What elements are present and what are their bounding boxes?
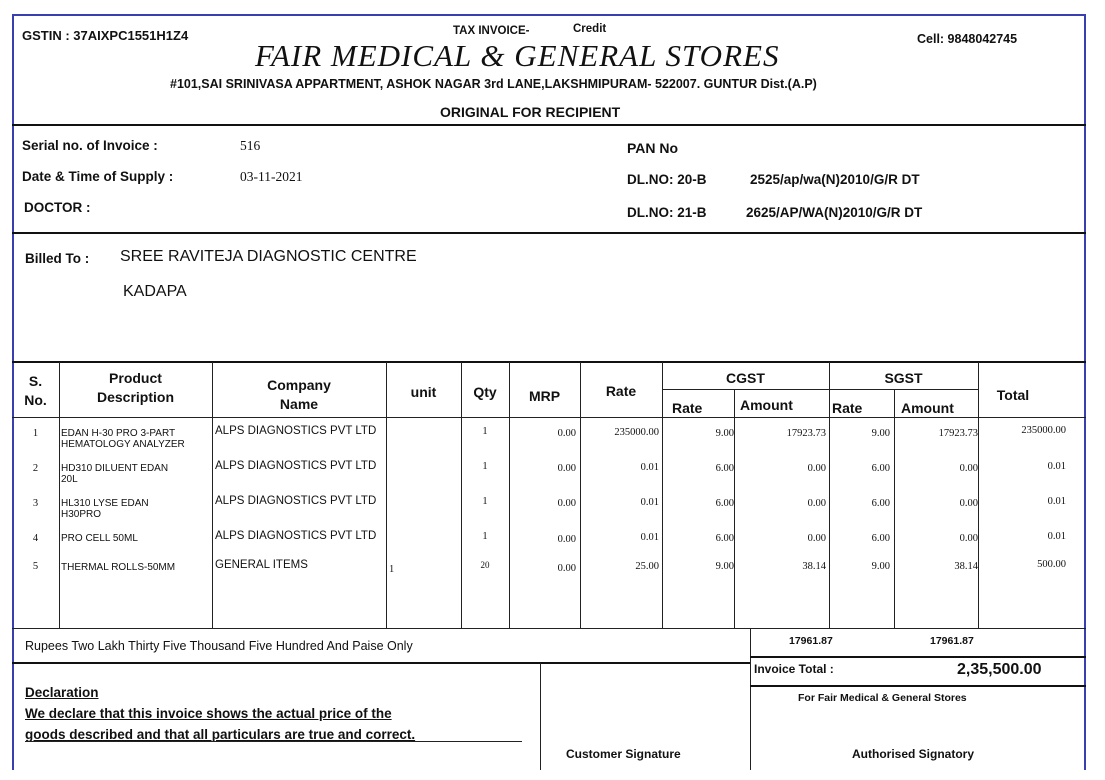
invoice-type: Credit <box>573 23 607 35</box>
cell-cgst-rate: 9.00 <box>715 561 734 572</box>
date-label: Date & Time of Supply : <box>22 169 174 184</box>
col-header-total: Total <box>996 387 1030 403</box>
for-store-label: For Fair Medical & General Stores <box>798 692 967 704</box>
copy-label: ORIGINAL FOR RECIPIENT <box>440 104 621 120</box>
col-divider <box>580 362 581 628</box>
pan-label: PAN No <box>627 140 679 156</box>
dl1-label: DL.NO: 20-B <box>627 172 707 187</box>
col-header-qty: Qty <box>473 384 497 400</box>
sgst-grand-total: 17961.87 <box>930 635 974 647</box>
gstin: GSTIN : 37AIXPC1551H1Z4 <box>22 28 189 43</box>
cell-mrp: 0.00 <box>557 563 576 574</box>
authorised-signatory-label: Authorised Signatory <box>852 747 975 761</box>
billed-to-label: Billed To : <box>25 251 90 266</box>
serial-value: 516 <box>240 138 261 153</box>
cell-rate: 235000.00 <box>614 427 659 438</box>
cell-sgst-amount: 0.00 <box>959 498 978 509</box>
cell-cgst-rate: 6.00 <box>715 533 734 544</box>
col-divider <box>662 362 663 628</box>
table-bottom-border <box>12 628 1086 629</box>
cell-description: PRO CELL 50ML <box>61 533 138 544</box>
cell-rate: 0.01 <box>640 462 659 473</box>
cell-rate: 25.00 <box>635 561 659 572</box>
divider <box>12 124 1086 126</box>
cell-total: 0.01 <box>1047 531 1066 542</box>
tax-invoice-label: TAX INVOICE- <box>453 25 530 37</box>
cell-qty: 1 <box>482 531 488 542</box>
cell-cgst-amount: 38.14 <box>802 561 826 572</box>
cell-sgst-rate: 9.00 <box>871 428 890 439</box>
cell-sgst-rate: 6.00 <box>871 463 890 474</box>
col-header-sgst-rate: Rate <box>832 400 863 416</box>
cell-description: HD310 DILUENT EDAN 20L <box>61 463 169 485</box>
cgst-grand-total: 17961.87 <box>789 635 833 647</box>
cell-description: EDAN H-30 PRO 3-PART HEMATOLOGY ANALYZER <box>61 428 185 450</box>
col-header-mrp: MRP <box>528 388 561 404</box>
col-divider <box>829 362 830 628</box>
col-header-sgst: SGST <box>884 370 923 386</box>
gst-subheader-line <box>662 389 978 390</box>
cell-qty: 1 <box>482 461 488 472</box>
cell-company: ALPS DIAGNOSTICS PVT LTD <box>215 530 377 542</box>
cell-total: 0.01 <box>1047 496 1066 507</box>
cell-sno: 4 <box>32 533 39 544</box>
col-header-cgst-amount: Amount <box>740 397 793 413</box>
dl2-label: DL.NO: 21-B <box>627 205 707 220</box>
invoice-total-label: Invoice Total : <box>754 662 834 676</box>
customer-signature-label: Customer Signature <box>566 747 681 761</box>
invoice-total-value: 2,35,500.00 <box>957 661 1042 678</box>
cell-qty: 20 <box>480 560 490 570</box>
cell-sno: 3 <box>32 498 39 509</box>
cell-sgst-amount: 38.14 <box>954 561 978 572</box>
store-address: #101,SAI SRINIVASA APPARTMENT, ASHOK NAGAR 3rd LANE,LAKSHMIPURAM- 522007. GUNTUR Dist.(A.P) <box>170 77 817 91</box>
cell-sgst-rate: 9.00 <box>871 561 890 572</box>
col-header-unit: unit <box>410 384 437 400</box>
billed-to-name: SREE RAVITEJA DIAGNOSTIC CENTRE <box>120 248 417 265</box>
cell-cgst-rate: 6.00 <box>715 498 734 509</box>
cell-mrp: 0.00 <box>557 428 576 439</box>
divider <box>12 232 1086 234</box>
cell-rate: 0.01 <box>640 532 659 543</box>
cell-sno: 5 <box>32 561 39 572</box>
footer-divider <box>750 628 751 770</box>
cell-sgst-amount: 0.00 <box>959 533 978 544</box>
cell-total: 0.01 <box>1047 461 1066 472</box>
col-header-sgst-amount: Amount <box>901 400 954 416</box>
cell-sno: 1 <box>32 428 39 439</box>
cell-cgst-amount: 0.00 <box>807 463 826 474</box>
dl2-value: 2625/AP/WA(N)2010/G/R DT <box>746 205 923 220</box>
col-header-sno: S. No. <box>24 373 47 408</box>
footer-line <box>12 662 750 664</box>
cell-company: ALPS DIAGNOSTICS PVT LTD <box>215 425 377 437</box>
cell-qty: 1 <box>482 496 488 507</box>
table-top-border <box>12 361 1086 363</box>
footer-line <box>750 685 1086 687</box>
cell-sno: 2 <box>32 463 39 474</box>
col-header-product: Product Description <box>96 370 174 405</box>
cell-sgst-rate: 6.00 <box>871 498 890 509</box>
cell-total: 500.00 <box>1037 559 1066 570</box>
declaration-line-2: goods described and that all particulars are true and correct. <box>25 727 416 742</box>
cell-unit: 1 <box>389 564 395 575</box>
cell-total: 235000.00 <box>1021 425 1066 436</box>
cell-sgst-rate: 6.00 <box>871 533 890 544</box>
cell-description: THERMAL ROLLS-50MM <box>61 562 176 573</box>
col-header-cgst-rate: Rate <box>672 400 703 416</box>
col-header-company: Company Name <box>267 377 331 412</box>
date-value: 03-11-2021 <box>240 169 303 184</box>
cell-cgst-amount: 0.00 <box>807 498 826 509</box>
footer-line <box>750 656 1086 658</box>
store-name: FAIR MEDICAL & GENERAL STORES <box>255 38 780 73</box>
serial-label: Serial no. of Invoice : <box>22 138 158 153</box>
amount-in-words: Rupees Two Lakh Thirty Five Thousand Five Hundred And Paise Only <box>25 639 413 653</box>
col-header-rate: Rate <box>605 383 637 399</box>
cell-cgst-rate: 6.00 <box>715 463 734 474</box>
footer-divider <box>540 663 541 770</box>
cell-sgst-amount: 17923.73 <box>938 428 978 439</box>
cell-mrp: 0.00 <box>557 498 576 509</box>
cell-company: ALPS DIAGNOSTICS PVT LTD <box>215 495 377 507</box>
billed-to-city: KADAPA <box>123 283 187 300</box>
cell-number: Cell: 9848042745 <box>917 32 1018 46</box>
cell-mrp: 0.00 <box>557 534 576 545</box>
col-header-cgst: CGST <box>726 370 765 386</box>
declaration-line-1: We declare that this invoice shows the actual price of the <box>25 706 392 721</box>
cell-cgst-rate: 9.00 <box>715 428 734 439</box>
doctor-label: DOCTOR : <box>24 200 91 215</box>
cell-rate: 0.01 <box>640 497 659 508</box>
declaration-title: Declaration <box>25 685 99 700</box>
cell-qty: 1 <box>482 426 488 437</box>
cell-mrp: 0.00 <box>557 463 576 474</box>
cell-sgst-amount: 0.00 <box>959 463 978 474</box>
cell-company: ALPS DIAGNOSTICS PVT LTD <box>215 460 377 472</box>
cell-company: GENERAL ITEMS <box>215 559 308 571</box>
cell-description: HL310 LYSE EDAN H30PRO <box>61 498 149 520</box>
cell-cgst-amount: 17923.73 <box>786 428 826 439</box>
declaration-underline <box>25 741 522 742</box>
cell-cgst-amount: 0.00 <box>807 533 826 544</box>
dl1-value: 2525/ap/wa(N)2010/G/R DT <box>750 172 920 187</box>
